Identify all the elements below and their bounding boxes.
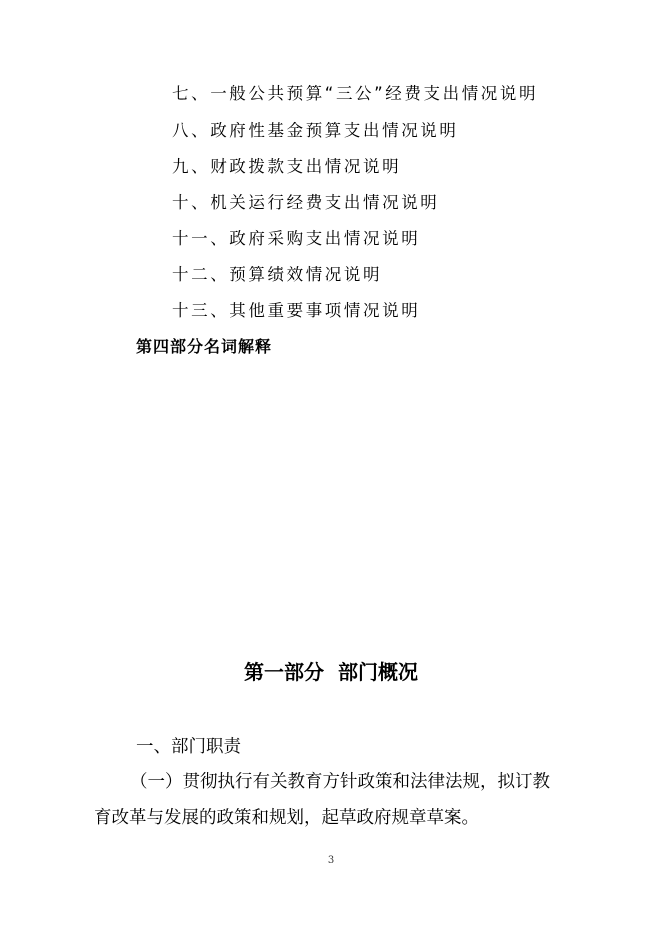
toc-item-7: 七、一般公共预算“三公”经费支出情况说明 (172, 84, 539, 103)
toc-part-four-heading: 第四部分名词解释 (136, 337, 273, 356)
toc-item-8: 八、政府性基金预算支出情况说明 (172, 121, 459, 140)
section-subheading: 一、部门职责 (136, 737, 241, 757)
toc-item-12: 十二、预算绩效情况说明 (172, 265, 383, 284)
toc-item-9: 九、财政拨款支出情况说明 (172, 157, 402, 176)
paragraph-line-1: （一）贯彻执行有关教育方针政策和法律法规，拟订教 (130, 772, 550, 792)
section-title: 第一部分 部门概况 (244, 660, 418, 684)
toc-item-13: 十三、其他重要事项情况说明 (172, 301, 421, 320)
paragraph-line-2: 育改革与发展的政策和规划，起草政府规章草案。 (94, 808, 479, 828)
toc-item-10: 十、机关运行经费支出情况说明 (172, 193, 440, 212)
toc-item-11: 十一、政府采购支出情况说明 (172, 229, 421, 248)
page-number: 3 (327, 855, 335, 866)
